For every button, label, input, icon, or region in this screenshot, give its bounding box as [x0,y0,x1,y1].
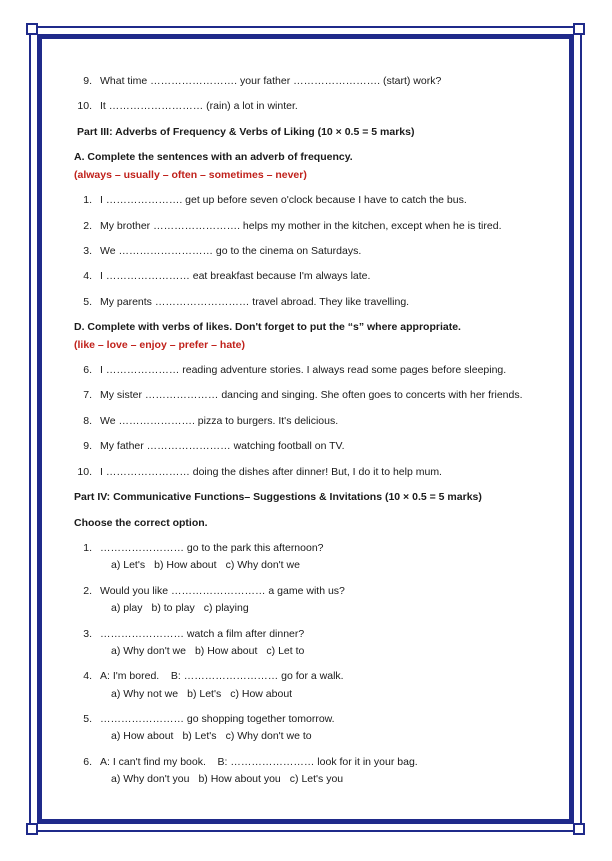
option-a: a) Let's [111,559,146,571]
mcq-options [111,729,321,743]
item-text: …………………… watch a film after dinner? [100,628,305,640]
item-text: My sister ………………… dancing and singing. She often goes to concerts with her friends. [100,389,523,401]
exercise-item [74,465,442,479]
option-b: b) Let's [187,688,222,700]
item-number: 6. [83,364,92,376]
mcq-options [111,772,352,786]
exercise-item [74,244,361,258]
option-b: b) to play [151,602,195,614]
item-number: 7. [83,389,92,401]
mcq-options [111,687,301,701]
item-number: 1. [83,194,92,206]
exercise-item [74,269,370,283]
section-a-title: A. Complete the sentences with an adverb of frequency. [74,151,353,163]
option-c: c) Let's you [289,773,344,785]
part-4-instruction: Choose the correct option. [74,517,208,529]
exercise-item [74,193,467,207]
item-number: 5. [83,296,92,308]
part-3-heading: Part III: Adverbs of Frequency & Verbs of Liking (10 × 0.5 = 5 marks) [77,126,415,138]
item-number: 6. [83,756,92,768]
option-c: c) Why don't we [225,559,300,571]
item-text: What time ……………………. your father ……………………. (start) work? [100,75,442,87]
border-corner-ornament [573,823,585,835]
mcq-item [74,627,304,641]
option-a: a) Why don't you [111,773,190,785]
border-corner-ornament [573,23,585,35]
item-number: 4. [83,270,92,282]
exercise-item [74,99,298,113]
option-a: a) Why don't we [111,645,186,657]
option-c: c) How about [230,688,293,700]
item-text: I …………………… doing the dishes after dinner! But, I do it to help mum. [100,466,442,478]
option-b: b) How about [154,559,217,571]
option-b: b) How about [194,645,258,657]
part-4-heading: Part IV: Communicative Functions– Suggestions & Invitations (10 × 0.5 = 5 marks) [74,491,482,503]
item-text: I …………………… eat breakfast because I'm always late. [100,270,371,282]
item-text: A: I'm bored. B: ……………………… go for a walk. [100,670,344,682]
exercise-item [74,363,506,377]
option-a: a) How about [111,730,174,742]
option-a: a) Why not we [111,688,179,700]
item-number: 9. [83,75,92,87]
exercise-item [74,439,345,453]
exercise-item [74,295,409,309]
mcq-item [74,669,344,683]
item-number: 2. [83,220,92,232]
item-number: 2. [83,585,92,597]
mcq-options [111,558,309,572]
item-number: 10. [77,100,92,112]
item-number: 5. [83,713,92,725]
option-c: c) Let to [266,645,305,657]
item-number: 4. [83,670,92,682]
border-corner-ornament [26,23,38,35]
option-b: b) Let's [182,730,217,742]
option-c: c) playing [203,602,249,614]
item-number: 1. [83,542,92,554]
option-c: c) Why don't we to [225,730,312,742]
item-text: It ……………………… (rain) a lot in winter. [100,100,298,112]
mcq-options [111,601,258,615]
border-corner-ornament [26,823,38,835]
item-text: …………………… go shopping together tomorrow. [100,713,335,725]
item-text: My brother ……………………. helps my mother in the kitchen, except when he is tired. [100,220,502,232]
mcq-item [74,584,345,598]
item-number: 9. [83,440,92,452]
option-b: b) How about you [198,773,281,785]
item-number: 3. [83,628,92,640]
item-number: 10. [77,466,92,478]
mcq-item [74,541,324,555]
section-d-title: D. Complete with verbs of likes. Don't forget to put the “s” where appropriate. [74,321,461,333]
section-a-word-bank: (always – usually – often – sometimes – never) [74,169,307,181]
item-text: Would you like ……………………… a game with us? [100,585,345,597]
mcq-options [111,644,313,658]
item-number: 3. [83,245,92,257]
exercise-item [74,414,338,428]
item-text: My parents ……………………… travel abroad. They like travelling. [100,296,410,308]
item-text: I ………………… reading adventure stories. I always read some pages before sleeping. [100,364,507,376]
item-text: We …………………. pizza to burgers. It's delicious. [100,415,339,427]
mcq-item [74,712,335,726]
item-text: My father …………………… watching football on TV. [100,440,345,452]
option-a: a) play [111,602,143,614]
section-d-word-bank: (like – love – enjoy – prefer – hate) [74,339,245,351]
exercise-item [74,388,523,402]
item-text: …………………… go to the park this afternoon? [100,542,324,554]
item-text: We ……………………… go to the cinema on Saturdays. [100,245,362,257]
item-text: A: I can't find my book. B: …………………… look for it in your bag. [100,756,418,768]
exercise-item [74,74,441,88]
item-text: I …………………. get up before seven o'clock because I have to catch the bus. [100,194,467,206]
exercise-item [74,219,501,233]
item-number: 8. [83,415,92,427]
mcq-item [74,755,418,769]
